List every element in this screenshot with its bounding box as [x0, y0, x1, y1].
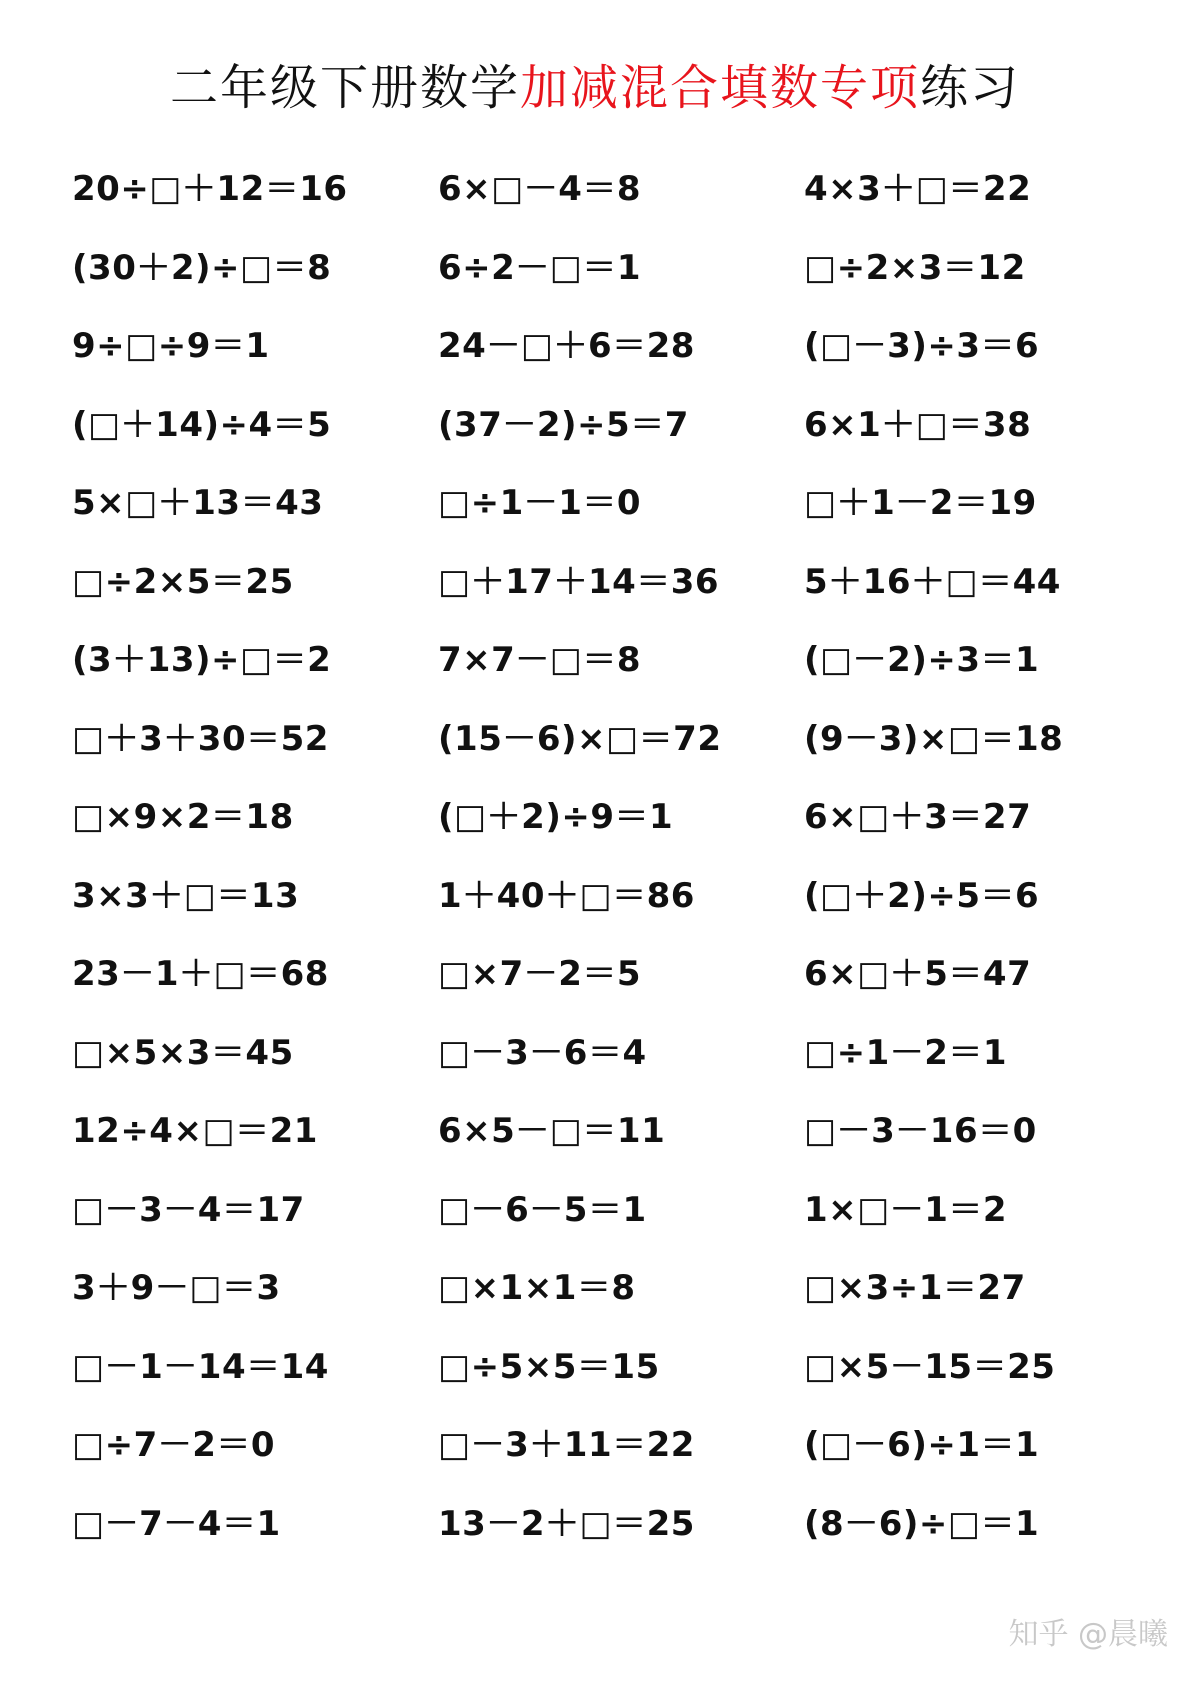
title-highlight: 加减混合填数专项: [519, 60, 920, 116]
problem-item: (□－3)÷3＝6: [804, 326, 1040, 366]
problem-item: □×5×3＝45: [72, 1032, 294, 1073]
problem-item: □－3－16＝0: [804, 1111, 1037, 1151]
problem-item: □－3＋11＝22: [438, 1425, 695, 1465]
problem-item: (9－3)×□＝18: [804, 718, 1064, 759]
problem-item: (8－6)÷□＝1: [804, 1503, 1040, 1544]
watermark: 知乎 @晨曦: [1008, 1617, 1168, 1652]
problem-item: 9÷□÷9＝1: [72, 326, 270, 366]
problem-item: 6×□＋5＝47: [804, 954, 1032, 994]
problem-item: 6×5－□＝11: [438, 1111, 666, 1151]
problem-item: 3＋9－□＝3: [72, 1268, 281, 1308]
problem-item: □÷1－1＝0: [438, 483, 642, 523]
problem-item: (3＋13)÷□＝2: [72, 640, 332, 680]
problem-item: 12÷4×□＝21: [72, 1111, 318, 1151]
problem-item: 7×7－□＝8: [438, 640, 642, 680]
problem-item: □＋3＋30＝52: [72, 718, 329, 759]
problem-item: □÷7－2＝0: [72, 1425, 276, 1465]
title-prefix: 二年级下册数学: [169, 60, 520, 116]
problem-item: □×3÷1＝27: [804, 1268, 1026, 1308]
problem-item: (□－6)÷1＝1: [804, 1425, 1040, 1465]
problem-item: □－7－4＝1: [72, 1503, 281, 1544]
problem-item: 1×□－1＝2: [804, 1189, 1008, 1230]
problem-item: □＋1－2＝19: [804, 483, 1037, 523]
problem-item: □÷2×3＝12: [804, 247, 1026, 288]
problem-item: (□＋2)÷5＝6: [804, 875, 1040, 916]
problem-item: □×7－2＝5: [438, 954, 642, 994]
problem-item: 1＋40＋□＝86: [438, 875, 695, 916]
problem-item: 13－2＋□＝25: [438, 1503, 695, 1544]
problem-item: □×1×1＝8: [438, 1268, 636, 1308]
problem-item: 5＋16＋□＝44: [804, 561, 1061, 602]
problem-item: □÷5×5＝15: [438, 1346, 660, 1387]
problem-item: 6×1＋□＝38: [804, 404, 1032, 445]
problem-item: □÷2×5＝25: [72, 561, 294, 602]
problem-item: □÷1－2＝1: [804, 1032, 1008, 1073]
problem-item: (□＋14)÷4＝5: [72, 404, 332, 445]
problem-item: □×9×2＝18: [72, 797, 294, 837]
problem-item: □－6－5＝1: [438, 1189, 647, 1230]
problem-item: 6÷2－□＝1: [438, 247, 642, 288]
problem-item: 5×□＋13＝43: [72, 483, 324, 523]
problem-item: □－3－6＝4: [438, 1032, 647, 1073]
problem-item: (□－2)÷3＝1: [804, 640, 1040, 680]
problem-item: 6×□＋3＝27: [804, 797, 1032, 837]
problem-item: 4×3＋□＝22: [804, 169, 1032, 209]
problem-item: 6×□－4＝8: [438, 169, 642, 209]
problem-item: (30＋2)÷□＝8: [72, 247, 332, 288]
problem-item: □－3－4＝17: [72, 1189, 305, 1230]
problem-item: 20÷□＋12＝16: [72, 169, 348, 209]
problem-item: (□＋2)÷9＝1: [438, 797, 674, 837]
title-suffix: 练习: [920, 60, 1021, 116]
problem-item: □＋17＋14＝36: [438, 561, 720, 602]
problem-item: □×5－15＝25: [804, 1346, 1056, 1387]
problem-item: 24－□＋6＝28: [438, 326, 695, 366]
problem-item: 23－1＋□＝68: [72, 954, 329, 994]
problem-item: (15－6)×□＝72: [438, 718, 722, 759]
problem-item: □－1－14＝14: [72, 1346, 329, 1387]
page-title: [0, 58, 1190, 118]
problem-grid: [72, 150, 1132, 1550]
problem-item: 3×3＋□＝13: [72, 875, 300, 916]
problem-item: (37－2)÷5＝7: [438, 404, 689, 445]
